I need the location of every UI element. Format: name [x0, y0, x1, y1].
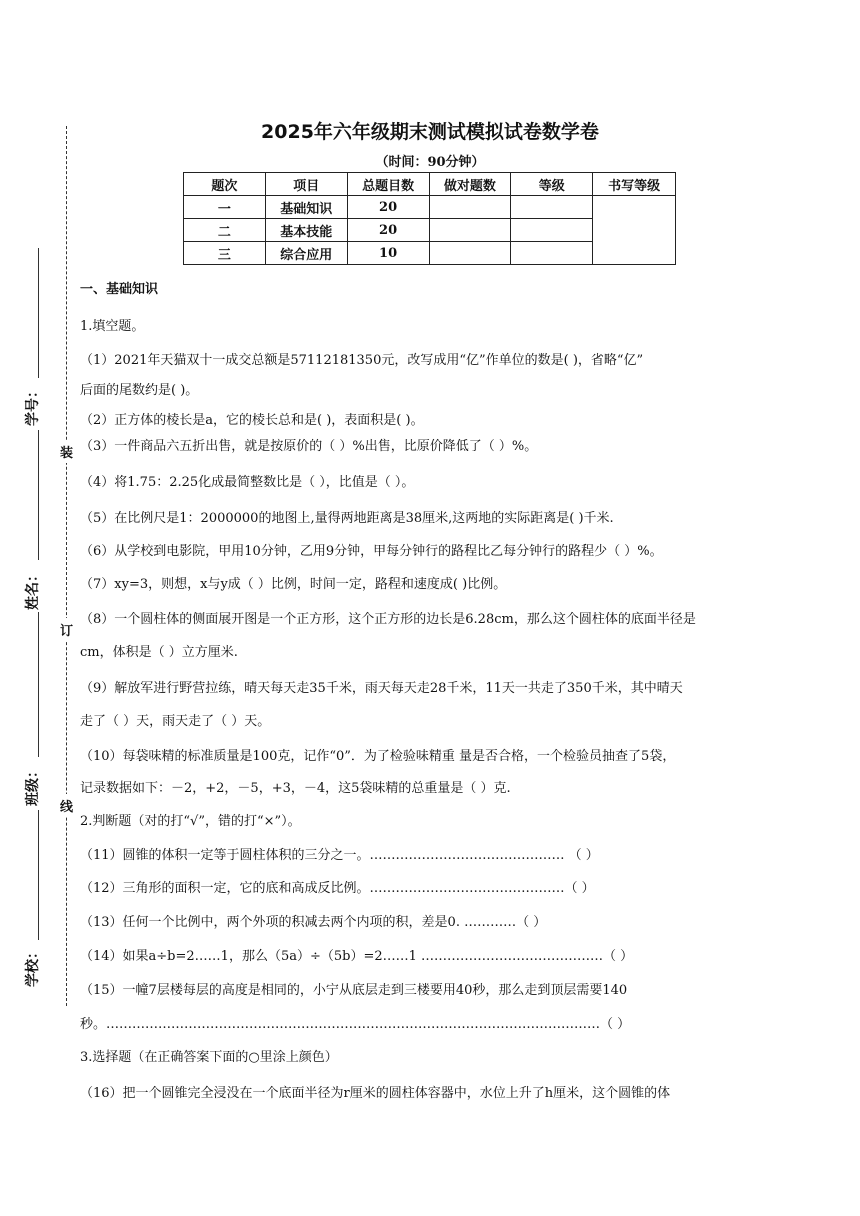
- question-line: 记录数据如下：－2，+2，－5，+3，－4，这5袋味精的总重量是（ ）克.: [80, 781, 511, 796]
- cell-grade[interactable]: [511, 219, 593, 242]
- page-title: 2025年六年级期末测试模拟试卷数学卷: [261, 121, 599, 143]
- school-line: [38, 810, 39, 940]
- question-line: （6）从学校到电影院，甲用10分钟，乙用9分钟，甲每分钟行的路程比乙每分钟行的路程少（ ）%。: [80, 544, 663, 559]
- question-heading: 1.填空题。: [80, 319, 145, 334]
- exam-duration: （时间：90分钟）: [375, 155, 485, 170]
- question-line: （8）一个圆柱体的侧面展开图是一个正方形，这个正方形的边长是6.28cm，那么这个圆柱体的底面半径是: [80, 612, 696, 627]
- cell-correct[interactable]: [429, 196, 511, 219]
- question-line: （11）圆锥的体积一定等于圆柱体积的三分之一。……………………………………… （ ）: [80, 848, 599, 863]
- question-line: （14）如果a÷b=2……1，那么（5a）÷（5b）=2……1 ……………………………………（ ）: [80, 949, 634, 964]
- cell-item: 基础知识: [265, 196, 347, 219]
- cell-no: 三: [184, 242, 266, 265]
- question-line: （13）任何一个比例中，两个外项的积减去两个内项的积，差是0. …………（ ）: [80, 915, 547, 930]
- score-table: [183, 172, 676, 265]
- col-header: 题次: [184, 173, 266, 196]
- student-id-label: 学号：: [25, 384, 41, 426]
- question-line: （5）在比例尺是1：2000000的地图上,量得两地距离是38厘米,这两地的实际距离是( )千米.: [80, 511, 614, 526]
- cell-no: 一: [184, 196, 266, 219]
- binding-char-xian: 线: [60, 794, 73, 817]
- question-line: （16）把一个圆锥完全浸没在一个底面半径为r厘米的圆柱体容器中，水位上升了h厘米，这个圆锥的体: [80, 1086, 671, 1101]
- col-header: 项目: [265, 173, 347, 196]
- class-line: [38, 612, 39, 757]
- name-label: 姓名：: [25, 568, 41, 610]
- cell-total: 10: [347, 242, 429, 265]
- col-header: 总题目数: [347, 173, 429, 196]
- cell-item: 基本技能: [265, 219, 347, 242]
- question-line: （7）xy=3，则想，x与y成（ ）比例，时间一定，路程和速度成( )比例。: [80, 577, 507, 592]
- question-line: （4）将1.75：2.25化成最简整数比是（ ），比值是（ ）。: [80, 475, 415, 490]
- question-line: （2）正方体的棱长是a，它的棱长总和是( )，表面积是( )。: [80, 413, 424, 428]
- question-heading: 3.选择题（在正确答案下面的○里涂上颜色）: [80, 1050, 338, 1065]
- question-line: （15）一幢7层楼每层的高度是相同的，小宁从底层走到三楼要用40秒，那么走到顶层需要140: [80, 983, 628, 998]
- question-line: （12）三角形的面积一定，它的底和高成反比例。………………………………………（ ）: [80, 881, 595, 896]
- table-row: [184, 196, 676, 219]
- school-label: 学校：: [25, 945, 41, 987]
- name-line: [38, 430, 39, 560]
- cell-no: 二: [184, 219, 266, 242]
- question-line: 走了（ ）天，雨天走了（ ）天。: [80, 714, 271, 729]
- question-line: （1）2021年天猫双十一成交总额是57112181350元，改写成用“亿”作单位的数是( )，省略“亿”: [80, 353, 644, 368]
- question-line: cm，体积是（ ）立方厘米.: [80, 645, 238, 660]
- section-heading: 一、基础知识: [80, 282, 159, 297]
- binding-char-ding: 订: [60, 618, 73, 641]
- student-id-line: [38, 248, 39, 378]
- question-line: （9）解放军进行野营拉练，晴天每天走35千米，雨天每天走28千米，11天一共走了350千米，其中晴天: [80, 681, 683, 696]
- question-line: （10）每袋味精的标准质量是100克，记作“0”．为了检验味精重 量是否合格，一个检验员抽查了5袋，: [80, 749, 676, 764]
- col-header: 等级: [511, 173, 593, 196]
- binding-char-zhuang: 装: [60, 440, 73, 463]
- cell-grade[interactable]: [511, 242, 593, 265]
- binding-dashed-line: [66, 126, 67, 1006]
- class-label: 班级：: [25, 764, 41, 806]
- cell-correct[interactable]: [429, 219, 511, 242]
- cell-grade[interactable]: [511, 196, 593, 219]
- question-line: 秒。……………………………………………………………………………………………………（ ）: [80, 1017, 631, 1032]
- score-table-header: [184, 173, 676, 196]
- question-line: 后面的尾数约是( )。: [80, 383, 199, 398]
- question-heading: 2.判断题（对的打“√”，错的打“×”）。: [80, 814, 301, 829]
- question-line: （3）一件商品六五折出售，就是按原价的（ ）%出售，比原价降低了（ ）%。: [80, 439, 538, 454]
- cell-correct[interactable]: [429, 242, 511, 265]
- cell-total: 20: [347, 196, 429, 219]
- col-header: 做对题数: [429, 173, 511, 196]
- cell-item: 综合应用: [265, 242, 347, 265]
- col-header: 书写等级: [593, 173, 676, 196]
- cell-total: 20: [347, 219, 429, 242]
- cell-writing-grade[interactable]: [593, 196, 676, 265]
